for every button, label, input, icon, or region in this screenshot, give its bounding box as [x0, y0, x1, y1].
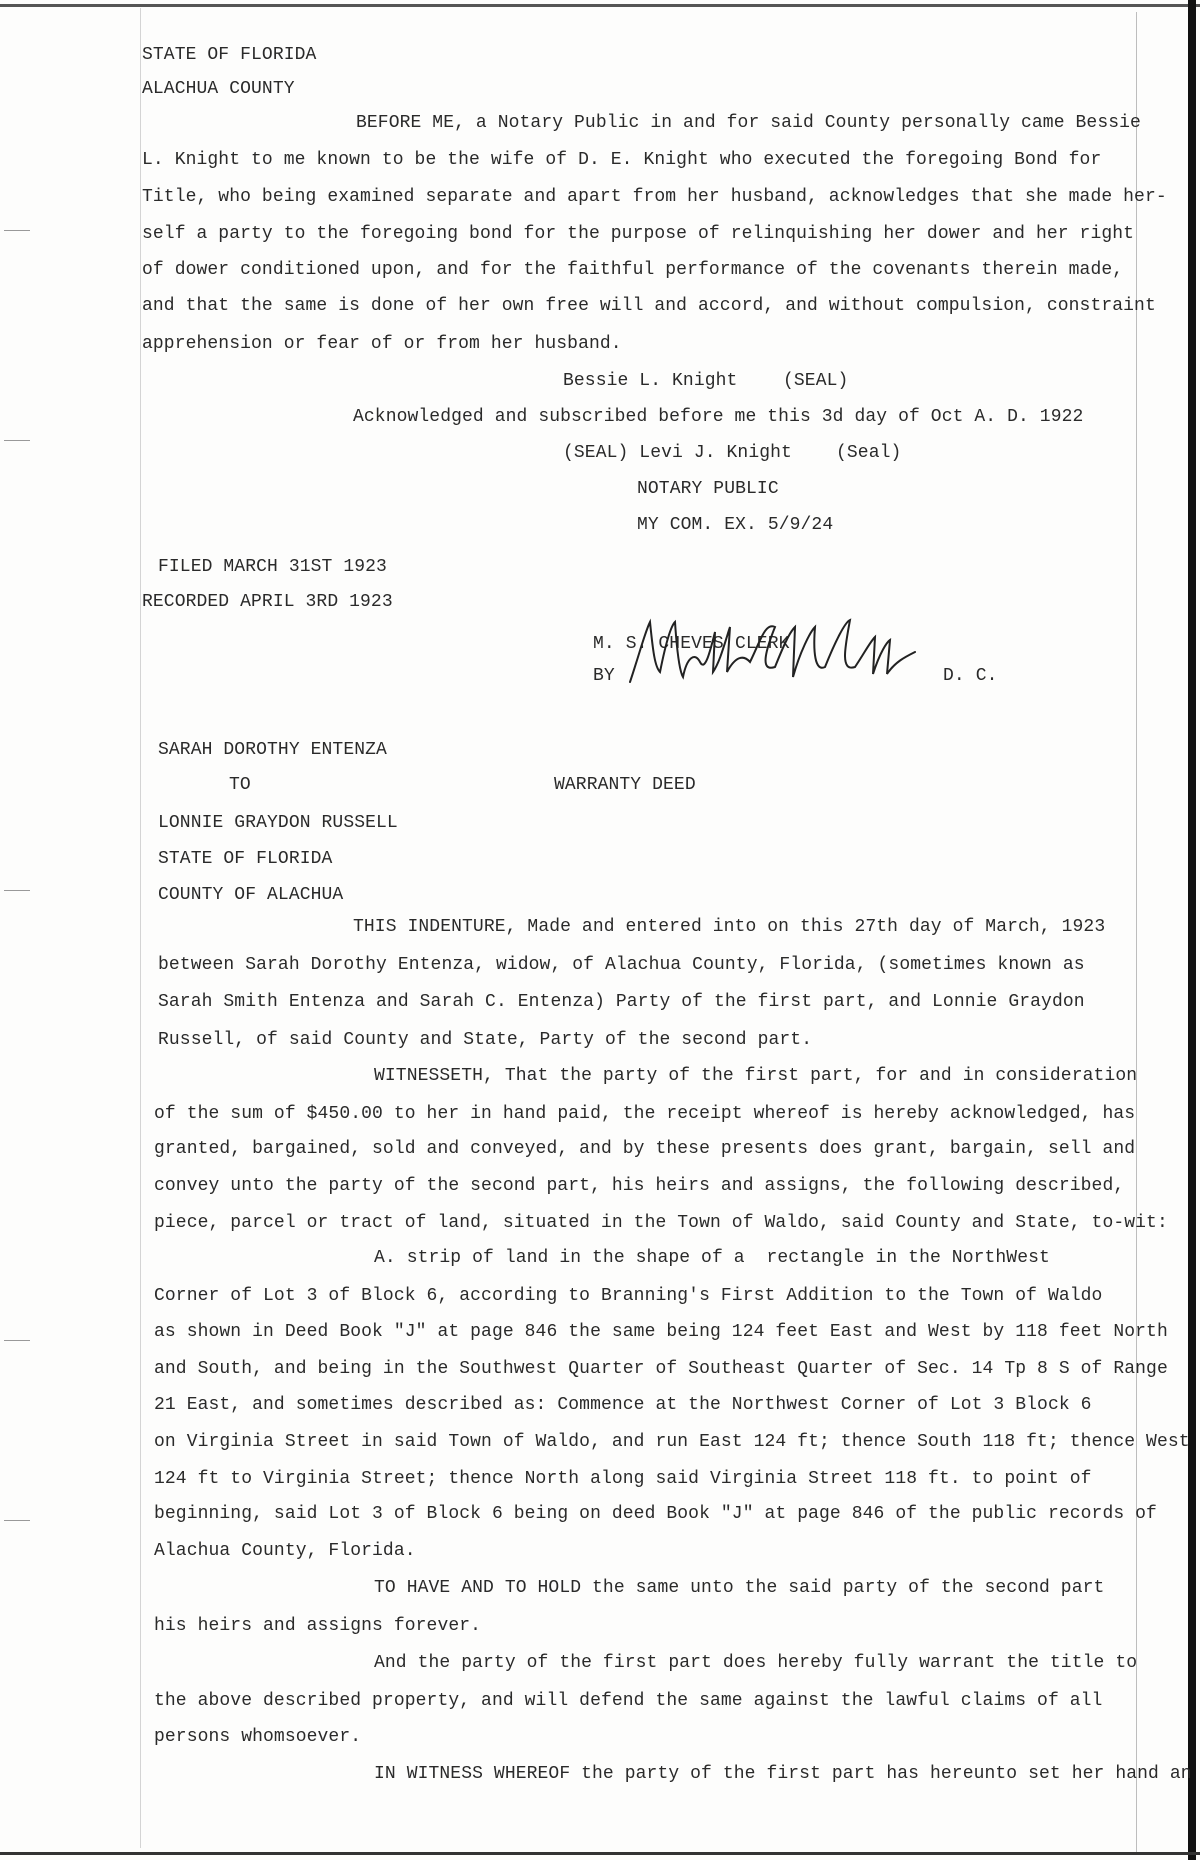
- deed-line: Corner of Lot 3 of Block 6, according to Branning's First Addition to the Town of Waldo: [154, 1286, 1103, 1306]
- notary-name: (SEAL) Levi J. Knight: [563, 443, 792, 463]
- deed-line: And the party of the first part does hereby fully warrant the title to: [374, 1653, 1138, 1673]
- recorded-date: RECORDED APRIL 3RD 1923: [142, 592, 393, 612]
- deed-state: STATE OF FLORIDA: [158, 849, 333, 869]
- margin-mark: [4, 440, 30, 441]
- deputy-clerk-label: D. C.: [943, 666, 998, 686]
- grantee-name: LONNIE GRAYDON RUSSELL: [158, 813, 398, 833]
- clerk-name: M. S. CHEVES: [593, 634, 724, 654]
- notary-title: NOTARY PUBLIC: [637, 479, 779, 499]
- bottom-border: [0, 1852, 1200, 1855]
- right-margin-line: [1136, 12, 1137, 1852]
- deed-line: WITNESSETH, That the party of the first part, for and in consideration: [374, 1066, 1138, 1086]
- ack-line: BEFORE ME, a Notary Public in and for said County personally came Bessie: [356, 113, 1141, 133]
- margin-mark: [4, 890, 30, 891]
- deed-line: Alachua County, Florida.: [154, 1541, 416, 1561]
- deed-line: THIS INDENTURE, Made and entered into on this 27th day of March, 1923: [353, 917, 1106, 937]
- to-label: TO: [229, 775, 251, 795]
- deed-line: the above described property, and will defend the same against the lawful claims of all: [154, 1691, 1103, 1711]
- signer-seal: (SEAL): [783, 371, 849, 391]
- deed-line: IN WITNESS WHEREOF the party of the first part has hereunto set her hand an: [374, 1764, 1192, 1784]
- deed-line: Sarah Smith Entenza and Sarah C. Entenza) Party of the first part, and Lonnie Graydon: [158, 992, 1085, 1012]
- top-border: [0, 4, 1200, 7]
- deed-line: convey unto the party of the second part, his heirs and assigns, the following described,: [154, 1176, 1125, 1196]
- deed-line: granted, bargained, sold and conveyed, and by these presents does grant, bargain, sell and: [154, 1139, 1136, 1159]
- deed-line: between Sarah Dorothy Entenza, widow, of Alachua County, Florida, (sometimes known as: [158, 955, 1085, 975]
- ack-line: L. Knight to me known to be the wife of D. E. Knight who executed the foregoing Bond for: [142, 150, 1102, 170]
- deed-line: as shown in Deed Book "J" at page 846 the same being 124 feet East and West by 118 feet North: [154, 1322, 1168, 1342]
- deed-line: of the sum of $450.00 to her in hand paid, the receipt whereof is hereby acknowledged, has: [154, 1104, 1136, 1124]
- filed-date: FILED MARCH 31ST 1923: [158, 557, 387, 577]
- signer-name: Bessie L. Knight: [563, 371, 738, 391]
- handwritten-signature: [625, 612, 925, 692]
- deed-line: on Virginia Street in said Town of Waldo, and run East 124 ft; thence South 118 ft; thence West: [154, 1432, 1190, 1452]
- notary-seal: (Seal): [836, 443, 902, 463]
- deed-line: persons whomsoever.: [154, 1727, 362, 1747]
- clerk-title: CLERK: [735, 634, 790, 654]
- deed-title: WARRANTY DEED: [554, 775, 696, 795]
- left-margin-line: [140, 8, 141, 1848]
- ack-line: self a party to the foregoing bond for the purpose of relinquishing her dower and her right: [142, 224, 1135, 244]
- heading-state: STATE OF FLORIDA: [142, 45, 317, 65]
- ack-line: apprehension or fear of or from her husband.: [142, 334, 622, 354]
- right-scan-edge: [1188, 0, 1196, 1860]
- margin-mark: [4, 230, 30, 231]
- acknowledged-line: Acknowledged and subscribed before me this 3d day of Oct A. D. 1922: [353, 407, 1084, 427]
- deed-line: 21 East, and sometimes described as: Commence at the Northwest Corner of Lot 3 Block 6: [154, 1395, 1092, 1415]
- heading-county: ALACHUA COUNTY: [142, 79, 295, 99]
- margin-mark: [4, 1340, 30, 1341]
- ack-line: of dower conditioned upon, and for the faithful performance of the covenants therein made,: [142, 260, 1124, 280]
- deed-line: A. strip of land in the shape of a rectangle in the NorthWest: [374, 1248, 1050, 1268]
- deed-county: COUNTY OF ALACHUA: [158, 885, 344, 905]
- ack-line: Title, who being examined separate and apart from her husband, acknowledges that she made her-: [142, 187, 1167, 207]
- ack-line: and that the same is done of her own free will and accord, and without compulsion, constraint: [142, 296, 1156, 316]
- deed-line: his heirs and assigns forever.: [154, 1616, 482, 1636]
- by-label: BY: [593, 666, 615, 686]
- deed-line: TO HAVE AND TO HOLD the same unto the said party of the second part: [374, 1578, 1105, 1598]
- margin-mark: [4, 1520, 30, 1521]
- deed-line: 124 ft to Virginia Street; thence North along said Virginia Street 118 ft. to point of: [154, 1469, 1092, 1489]
- grantor-name: SARAH DOROTHY ENTENZA: [158, 740, 387, 760]
- deed-line: Russell, of said County and State, Party of the second part.: [158, 1030, 813, 1050]
- deed-line: piece, parcel or tract of land, situated in the Town of Waldo, said County and State, to-wit:: [154, 1213, 1168, 1233]
- deed-line: beginning, said Lot 3 of Block 6 being on deed Book "J" at page 846 of the public records of: [154, 1504, 1157, 1524]
- commission-expiry: MY COM. EX. 5/9/24: [637, 515, 834, 535]
- deed-line: and South, and being in the Southwest Quarter of Southeast Quarter of Sec. 14 Tp 8 S of Range: [154, 1359, 1168, 1379]
